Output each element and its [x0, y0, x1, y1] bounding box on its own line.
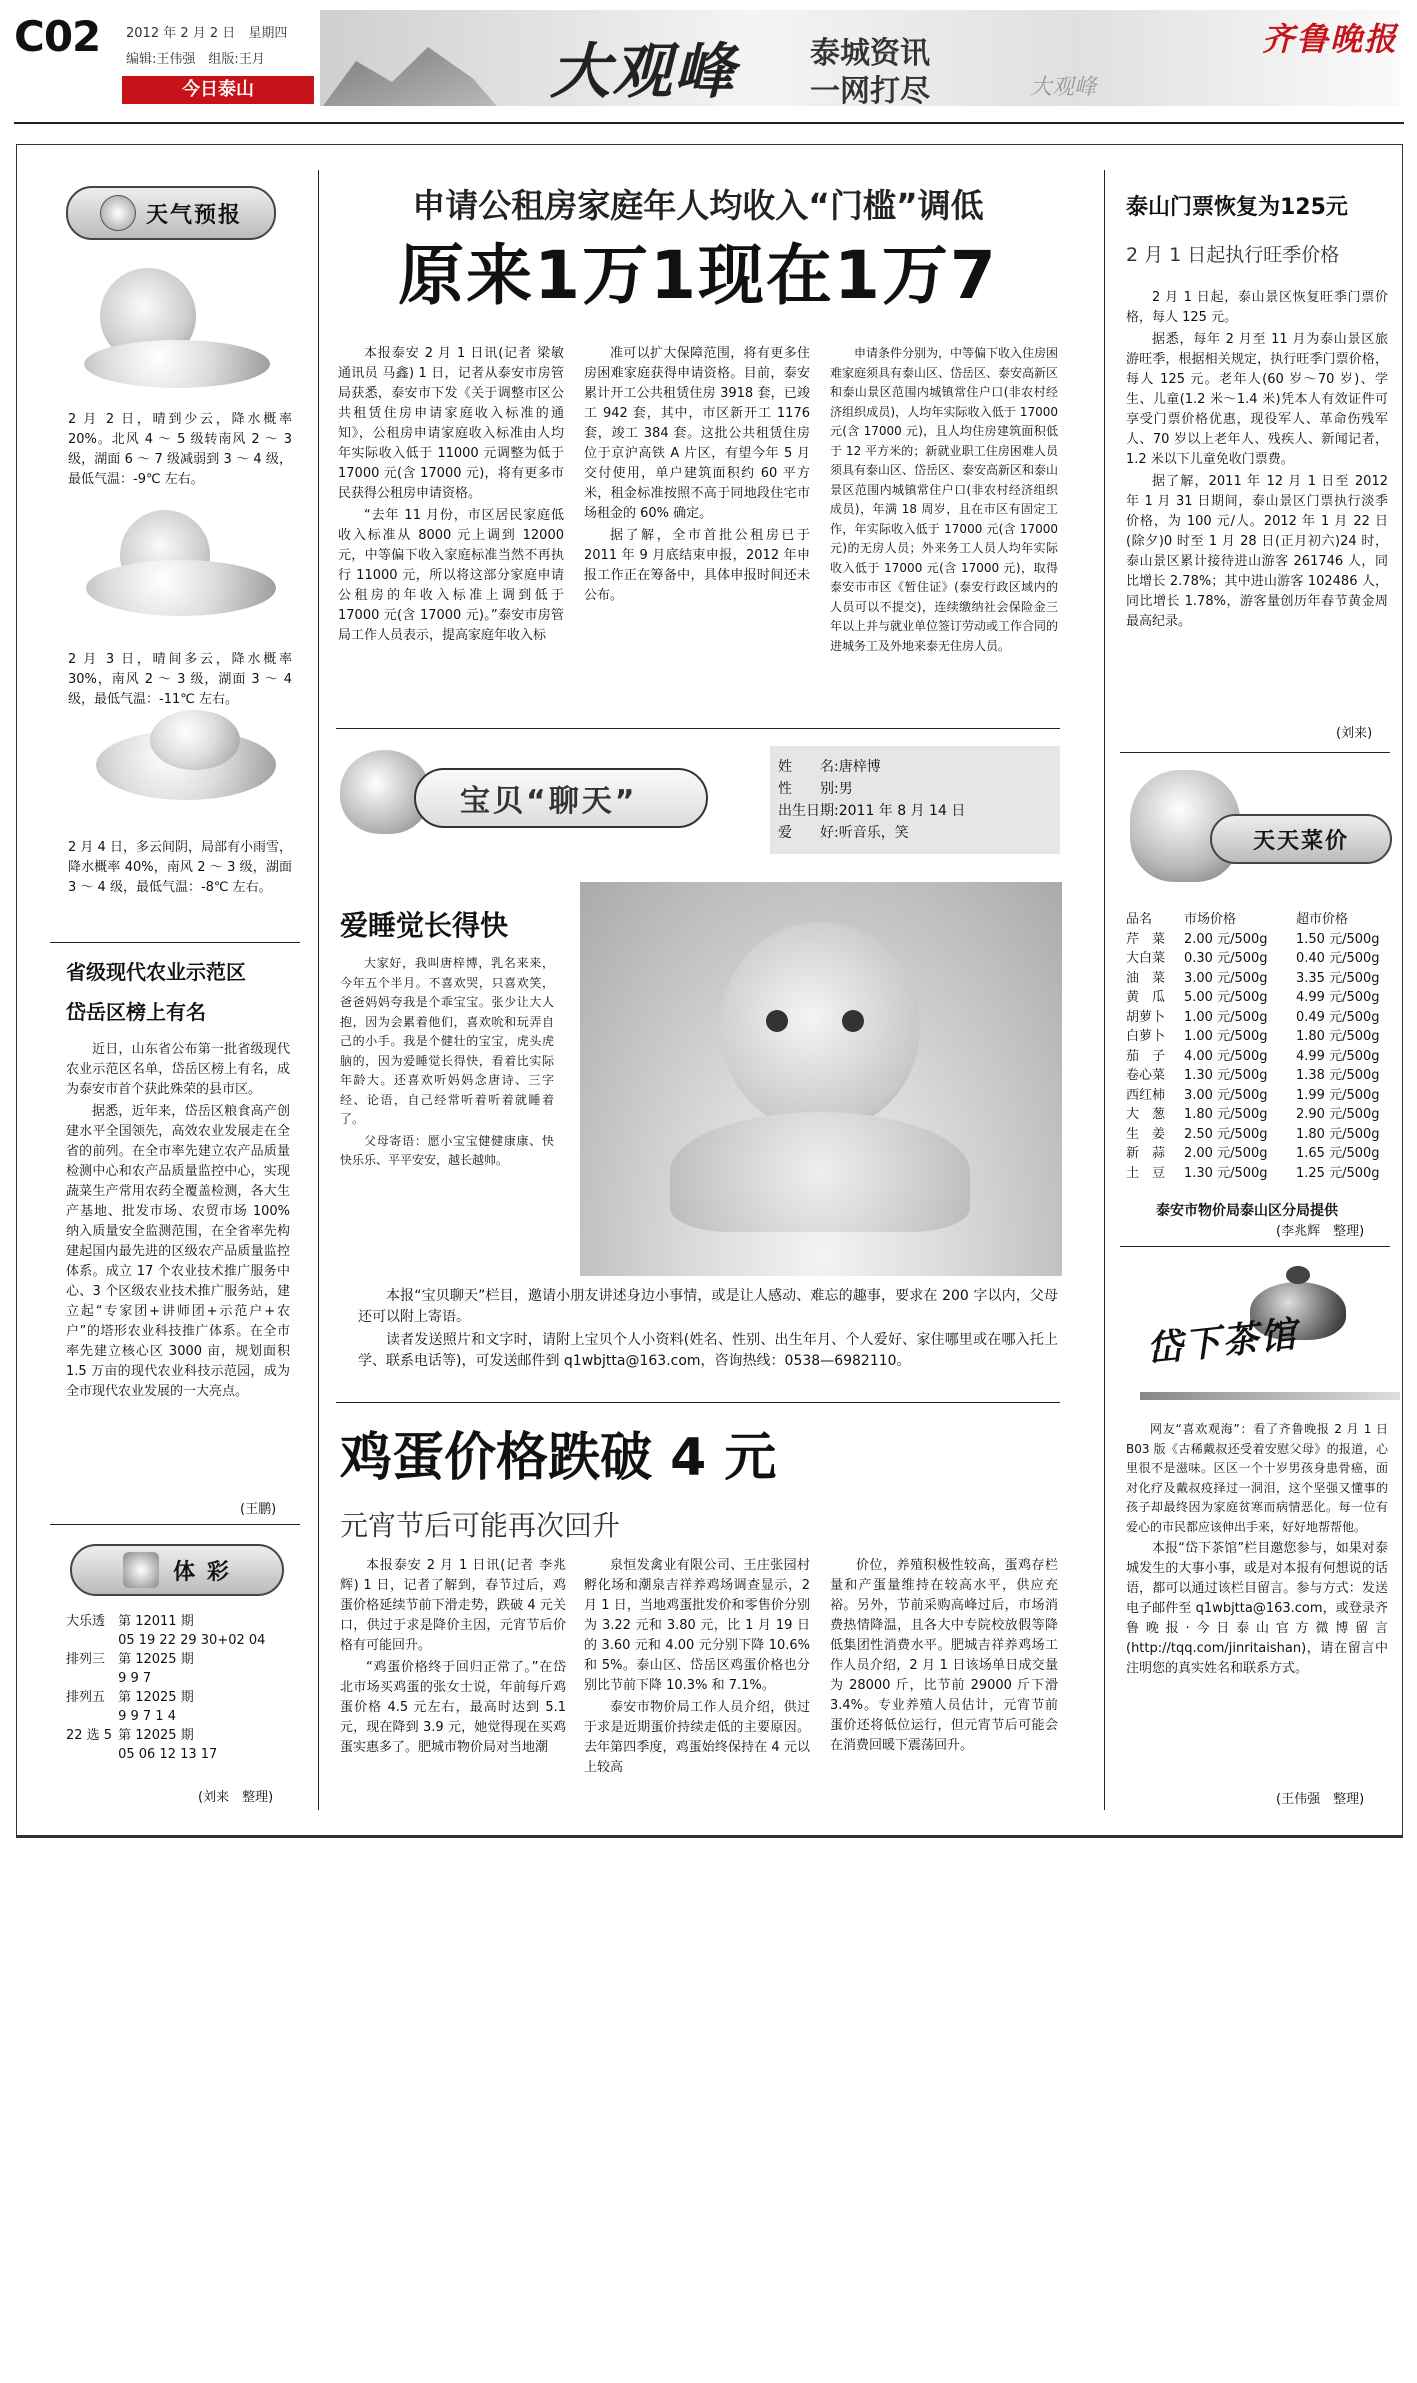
lottery-name: 排列五	[66, 1690, 106, 1705]
housing-col3	[830, 344, 1058, 658]
housing-paragraph: 本报泰安 2 月 1 日讯(记者 梁敏 通讯员 马鑫) 1 日，记者从泰安市房管局获悉，泰安市下发《关于调整市区公共租赁住房申请家庭收入标准的通知》，公租房申请家庭收入标准由人均年实际收入低于 11000 元调整为低于 17000 元(含 17000 元)，将有更多市民获得公租房申请资格。	[338, 346, 564, 501]
baby-story-paragraph: 父母寄语：愿小宝宝健健康康、快快乐乐、平平安安，越长越帅。	[340, 1133, 554, 1167]
layout-text: 组版:王月	[208, 52, 265, 67]
veg-header: 市场价格	[1184, 912, 1237, 927]
veg-table	[1126, 910, 1384, 1183]
veg-market-price: 0.30 元/500g	[1184, 951, 1268, 966]
left-column-rule	[318, 170, 319, 1810]
tea-body	[1126, 1420, 1388, 1681]
lottery-issue: 第 12025 期	[118, 1652, 194, 1667]
eggs-paragraph: “鸡蛋价格终于回归正常了。”在岱北市场买鸡蛋的张女士说，年前每斤鸡蛋价格 4.5 元左右，最高时达到 5.1 元，现在降到 3.9 元，她觉得现在买鸡蛋实惠多了。肥城市物价局对当地潮	[340, 1660, 566, 1755]
housing-divider	[336, 728, 1060, 729]
taishan-subhead: 2 月 1 日起执行旺季价格	[1126, 244, 1340, 266]
veg-supermarket-price: 3.35 元/500g	[1296, 970, 1380, 986]
baby-info-row: 姓 名:唐梓博	[778, 759, 881, 775]
housing-headline: 原来1万1现在1万7	[398, 237, 998, 314]
veg-market-price: 3.00 元/500g	[1184, 970, 1268, 986]
veg-market-price: 5.00 元/500g	[1184, 990, 1268, 1005]
baby-story	[340, 954, 554, 1173]
baby-title: 爱睡觉长得快	[340, 909, 509, 942]
baby-info-row: 出生日期:2011 年 8 月 14 日	[778, 803, 966, 819]
sun-face-icon	[100, 195, 136, 231]
agri-paragraph: 近日，山东省公布第一批省级现代农业示范区名单，岱岳区榜上有名，成为泰安市首个获此殊荣的县市区。	[66, 1042, 290, 1097]
veg-name: 茄 子	[1126, 1048, 1166, 1064]
taishan-paragraph: 2 月 1 日起，泰山景区恢复旺季门票价格，每人 125 元。	[1126, 290, 1388, 325]
veg-row	[1126, 1027, 1384, 1047]
baby-eye	[842, 1010, 864, 1032]
agri-paragraph: 据悉，近年来，岱岳区粮食高产创建水平全国领先，高效农业发展走在全省的前列。在全市率先建立农产品质量检测中心和农产品质量监控中心，实现蔬菜生产常用农药全覆盖检测，各大生产基地、批发市场、农贸市场 100% 纳入质量安全监测范围，在全省率先构建起国内最先进的区级农产品质量监控体系。成立 17 个农业技术推广服务中心、3 个区级农业技术推广服务站，建立起“专家团+讲师团+示范户+农户”的塔形农业科技推广体系。在全市率先建立核心区 3000 亩，规划面积 1.5 万亩的现代农业科技示范园，成为全市现代农业发展的一大亮点。	[66, 1104, 290, 1399]
housing-paragraph: 据了解，全市首批公租房已于 2011 年 9 月底结束申报，2012 年申报工作正在筹备中，具体申报时间还未公布。	[584, 528, 810, 603]
veg-row	[1126, 949, 1384, 969]
weather-day3: 2 月 4 日，多云间阴，局部有小雨雪，降水概率 40%，南风 2 ～ 3 级，湖面 3 ～ 4 级，最低气温：-8℃ 左右。	[68, 840, 292, 895]
section-tab: 今日泰山	[122, 76, 314, 104]
veg-name: 芹 菜	[1126, 931, 1166, 947]
baby-story-paragraph: 大家好，我叫唐梓博，乳名来来，今年五个半月。不喜欢哭，只喜欢笑，爸爸妈妈夸我是个乖宝宝。张少让大人抱，因为会累着他们，喜欢吮和玩弄自己的小手。我是个健壮的宝宝，虎头虎脑的，因为爱睡觉长得快，看着比实际年龄大。还喜欢听妈妈念唐诗、三字经、论语，自己经常听着听着就睡着了。	[340, 956, 554, 1126]
agri-title1: 省级现代农业示范区	[66, 960, 246, 984]
veg-market-price: 1.00 元/500g	[1184, 1029, 1268, 1044]
veg-supermarket-price: 0.49 元/500g	[1296, 1009, 1380, 1025]
veg-name: 白萝卜	[1126, 1029, 1166, 1044]
eggs-paragraph: 泉恒发禽业有限公司、王庄张园村孵化场和潮泉吉祥养鸡场调查显示，2 月 1 日，当地鸡蛋批发价和零售价分别为 3.22 元和 3.80 元，比 1 月 19 日的 3.60 元和 4.00 元分别下降 10.6% 和 5%。泰山区、岱岳区鸡蛋价格也分别比节前下降 10.3% 和 7.1%。	[584, 1558, 810, 1693]
veg-name: 油 菜	[1126, 970, 1166, 986]
lottery-issue: 第 12025 期	[118, 1728, 194, 1743]
baby-photo	[580, 882, 1062, 1276]
eggs-headline: 鸡蛋价格跌破 4 元	[340, 1428, 777, 1488]
veg-supermarket-price: 1.80 元/500g	[1296, 1126, 1380, 1142]
baby-banner	[340, 746, 710, 836]
baby-head	[720, 922, 920, 1132]
lottery-row	[66, 1688, 271, 1707]
veg-byline: (李兆辉 整理)	[1276, 1224, 1365, 1239]
weather-divider	[50, 942, 300, 943]
veg-row	[1126, 1125, 1384, 1145]
tea-title: 岱下茶馆	[1144, 1313, 1301, 1371]
baby-divider	[336, 1402, 1060, 1403]
veg-market-price: 1.30 元/500g	[1184, 1165, 1268, 1181]
taishan-paragraph: 据了解，2011 年 12 月 1 日至 2012 年 1 月 31 日期间，泰山景区门票执行淡季价格，为 100 元/人。2012 年 1 月 22 日(除夕)0 时至 1 月 28 日(正月初六)24 时，泰山景区累计接待进山游客 261746 人，同比增长 2.78%；其中进山游客 102486 人，同比增长 1.78%，游客量创历年春节黄金周最高纪录。	[1126, 474, 1388, 629]
lottery-row	[66, 1612, 271, 1631]
header-banner	[320, 10, 1400, 106]
baby-info-key: 姓 名	[778, 759, 834, 775]
baby-notice	[358, 1286, 1058, 1374]
veg-name: 胡萝卜	[1126, 1009, 1166, 1025]
tea-paragraph: 网友“喜欢观海”：看了齐鲁晚报 2 月 1 日 B03 版《古稀戴叔还受着安慰父母》的报道，心里很不是滋味。区区一个十岁男孩身患骨癌，面对化疗及戴叔疫择过一洞泪，这个坚强又懂事的孩子却最终因为家庭贫寒而病情恶化。每一位有爱心的市民都应该伸出手来，好好地帮帮他。	[1126, 1422, 1388, 1534]
right-column-rule	[1104, 170, 1105, 1810]
weather-badge	[66, 186, 276, 240]
banner-sub1: 泰城资讯	[810, 36, 930, 71]
eggs-paragraph: 本报泰安 2 月 1 日讯(记者 李兆辉) 1 日，记者了解到，春节过后，鸡蛋价格延续节前下滑走势，跌破 4 元关口，供过于求是降价主因，元宵节后价格有可能回升。	[340, 1558, 566, 1653]
baby-info-row: 爱 好:听音乐，笑	[778, 825, 909, 841]
veg-market-price: 4.00 元/500g	[1184, 1048, 1268, 1064]
agri-divider	[50, 1524, 300, 1525]
eggs-col3	[830, 1556, 1058, 1758]
weather-day2: 2 月 3 日，晴间多云，降水概率 30%，南风 2 ～ 3 级，湖面 3 ～ 4 级，最低气温：-11℃ 左右。	[68, 652, 292, 707]
baby-eye	[766, 1010, 788, 1032]
veg-supermarket-price: 1.65 元/500g	[1296, 1146, 1380, 1161]
lottery-row	[66, 1669, 271, 1688]
page-number: C02	[14, 12, 101, 61]
baby-info-value: 唐梓博	[838, 759, 881, 775]
veg-supermarket-price: 1.80 元/500g	[1296, 1029, 1380, 1044]
lottery-row	[66, 1726, 271, 1745]
header-editors	[126, 48, 265, 67]
baby-info-key: 爱 好	[778, 825, 834, 841]
baby-notice-2: 读者发送照片和文字时，请附上宝贝个人小资料(姓名、性别、出生年月、个人爱好、家住哪里或在哪入托上学、联系电话等)，可发送邮件到 q1wbjtta@163.com，咨询热线：0538—6982110。	[358, 1332, 1058, 1369]
taishan-headline: 泰山门票恢复为125元	[1126, 195, 1348, 220]
banner-small: 大观峰	[1030, 75, 1097, 100]
eggs-col2	[584, 1556, 810, 1780]
veg-row	[1126, 1105, 1384, 1125]
housing-kicker: 申请公租房家庭年人均收入“门槛”调低	[412, 186, 984, 225]
veg-name: 生 姜	[1126, 1126, 1166, 1142]
lottery-nums: 05 06 12 13 17	[118, 1747, 218, 1762]
lottery-icon	[123, 1552, 159, 1588]
weather-day1: 2 月 2 日，晴到少云，降水概率 20%。北风 4 ～ 5 级转南风 2 ～ 3 级，湖面 6 ～ 7 级减弱到 3 ～ 4 级，最低气温：-9℃ 左右。	[68, 412, 292, 487]
veg-source: 泰安市物价局泰山区分局提供	[1156, 1203, 1338, 1219]
housing-paragraph: “去年 11 月份，市区居民家庭低收入标准从 8000 元上调到 12000 元，中等偏下收入家庭标准当然不再执行 11000 元，所以将这部分家庭申请公租房的年收入标准上调到低于 17000 元(含 17000 元)。”泰安市房管局工作人员表示，提高家庭年收入标	[338, 508, 564, 643]
mountain-illustration	[320, 40, 500, 106]
veg-title: 天天菜价	[1252, 828, 1349, 854]
header-divider	[14, 122, 1404, 124]
taishan-byline: (刘来)	[1336, 726, 1373, 741]
veg-row	[1126, 930, 1384, 950]
baby-info-key: 出生日期	[778, 803, 834, 819]
veg-badge	[1210, 814, 1392, 864]
weekday-text: 星期四	[248, 26, 288, 41]
baby-info-value: 男	[838, 781, 853, 797]
veg-row	[1126, 1008, 1384, 1028]
veg-market-price: 1.30 元/500g	[1184, 1068, 1268, 1083]
veg-row	[1126, 1047, 1384, 1067]
baby-info-card	[770, 746, 1060, 854]
veg-supermarket-price: 1.38 元/500g	[1296, 1068, 1380, 1083]
veg-supermarket-price: 4.99 元/500g	[1296, 1048, 1380, 1064]
veg-market-price: 2.50 元/500g	[1184, 1126, 1268, 1142]
veg-row	[1126, 1066, 1384, 1086]
eggs-paragraph: 泰安市物价局工作人员介绍，供过于求是近期蛋价持续走低的主要原因。去年第四季度，鸡蛋始终保持在 4 元以上较高	[584, 1700, 810, 1775]
housing-paragraph: 申请条件分别为，中等偏下收入住房困难家庭须具有泰山区、岱岳区、泰安高新区和泰山景区范围内城镇常住户口(非农村经济组织成员)，人均年实际收入低于 17000 元(含 17000 元)，且人均住房建筑面积低于 12 平方米的；新就业职工住房困难人员须具有泰山区、岱岳区、泰安高新区和泰山景区范围内城镇常住户口(非农村经济组织成员)，年满 18 周岁，且在市区有固定工作，年实际收入低于 17000 元(含 17000 元)的无房人员；外来务工人员人均年实际收入低于 17000 元(含 17000 元)，取得泰安市市区《暂住证》(泰安行政区域内的人员可以不提交)，连续缴纳社会保险金三年以上并与就业单位签订劳动或工作合同的进城务工及外地来泰无住房人员。	[830, 346, 1059, 653]
baby-info-key: 性 别	[778, 781, 834, 797]
baby-info-row: 性 别:男	[778, 781, 853, 797]
baby-info-value: 2011 年 8 月 14 日	[838, 803, 966, 819]
baby-body	[670, 1112, 970, 1232]
agri-title2: 岱岳区榜上有名	[66, 1000, 206, 1024]
veg-name: 大白菜	[1126, 951, 1166, 966]
brand-logo: 齐鲁晚报	[1262, 20, 1399, 58]
lottery-row	[66, 1631, 271, 1650]
lottery-table	[66, 1612, 271, 1764]
housing-col1	[338, 344, 564, 648]
veg-name: 大 葱	[1126, 1107, 1166, 1122]
veg-name: 土 豆	[1126, 1165, 1166, 1181]
banner-sub2: 一网打尽	[810, 74, 930, 106]
veg-supermarket-price: 1.99 元/500g	[1296, 1087, 1380, 1103]
eggs-subhead: 元宵节后可能再次回升	[340, 1509, 621, 1542]
taishan-paragraph: 据悉，每年 2 月至 11 月为泰山景区旅游旺季，根据相关规定，执行旺季门票价格，每人 125 元。老年人(60 岁～70 岁)、学生、儿童(1.2 米～1.4 米)凭本人有效证件可享受门票价格优惠，现役军人、革命伤残军人、70 岁以上老年人、残疾人、新闻记者，1.2 米以下儿童免收门票费。	[1126, 332, 1388, 467]
lottery-byline: (刘来 整理)	[198, 1790, 274, 1805]
lottery-name: 大乐透	[66, 1614, 106, 1629]
date-text: 2012 年 2 月 2 日	[126, 26, 236, 41]
lottery-title: 体 彩	[173, 1559, 231, 1585]
veg-supermarket-price: 1.25 元/500g	[1296, 1165, 1380, 1181]
taishan-body	[1126, 288, 1388, 634]
veg-supermarket-price: 1.50 元/500g	[1296, 931, 1380, 947]
veg-row	[1126, 1164, 1384, 1184]
veg-market-price: 2.00 元/500g	[1184, 931, 1268, 947]
veg-header-row	[1126, 910, 1384, 930]
veg-supermarket-price: 0.40 元/500g	[1296, 951, 1380, 966]
veg-supermarket-price: 2.90 元/500g	[1296, 1107, 1380, 1122]
lottery-nums: 05 19 22 29 30+02 04	[118, 1633, 266, 1648]
veg-row	[1126, 969, 1384, 989]
veg-header: 品名	[1126, 912, 1153, 927]
lottery-row	[66, 1650, 271, 1669]
eggs-col1	[340, 1556, 566, 1760]
tea-byline: (王伟强 整理)	[1276, 1792, 1365, 1807]
banner-title: 大观峰	[550, 37, 736, 106]
lottery-issue: 第 12011 期	[118, 1614, 194, 1629]
agri-byline: (王鹏)	[240, 1502, 277, 1517]
baby-banner-text: 宝贝“聊天”	[460, 784, 638, 819]
veg-row	[1126, 1086, 1384, 1106]
veg-name: 黄 瓜	[1126, 990, 1166, 1005]
veg-market-price: 1.00 元/500g	[1184, 1009, 1268, 1025]
lottery-nums: 9 9 7 1 4	[118, 1709, 176, 1724]
lottery-issue: 第 12025 期	[118, 1690, 194, 1705]
veg-market-price: 3.00 元/500g	[1184, 1087, 1268, 1103]
baby-notice-1: 本报“宝贝聊天”栏目，邀请小朋友讲述身边小事情，或是让人感动、难忘的趣事，要求在 200 字以内，父母还可以附上寄语。	[358, 1288, 1058, 1325]
lottery-nums: 9 9 7	[118, 1671, 152, 1686]
veg-supermarket-price: 4.99 元/500g	[1296, 990, 1380, 1005]
lottery-name: 22 选 5	[66, 1728, 113, 1743]
lottery-name: 排列三	[66, 1652, 106, 1667]
veg-name: 卷心菜	[1126, 1068, 1166, 1083]
veg-divider	[1120, 1246, 1390, 1247]
editor-text: 编辑:王伟强	[126, 52, 196, 67]
tea-paragraph: 本报“岱下茶馆”栏目邀您参与，如果对泰城发生的大事小事，或是对本报有何想说的话语，都可以通过该栏目留言。参与方式：发送电子邮件至 q1wbjtta@163.com，或登录齐鲁晚报·今日泰山官方微博留言(http://tqq.com/jinritaishan)，请在留言中注明您的真实姓名和联系方式。	[1126, 1541, 1388, 1676]
veg-name: 西红柿	[1126, 1087, 1166, 1103]
veg-row	[1126, 988, 1384, 1008]
tea-underline	[1140, 1392, 1400, 1400]
veg-row	[1126, 1144, 1384, 1164]
housing-paragraph: 准可以扩大保障范围，将有更多住房困难家庭获得申请资格。目前，泰安累计开工公共租赁住房 3918 套，已竣工 942 套，其中，市区新开工 1176 套，竣工 384 套。这批公共租赁住房位于京沪高铁 A 片区，有望今年 5 月交付使用，单户建筑面积约 60 平方米，租金标准按照不高于同地段住宅市场租金的 60% 确定。	[584, 346, 810, 521]
lottery-badge	[70, 1544, 284, 1596]
veg-market-price: 1.80 元/500g	[1184, 1107, 1268, 1122]
eggs-paragraph: 价位，养殖积极性较高，蛋鸡存栏量和产蛋量维持在较高水平，供应充裕。另外，节前采购高峰过后，市场消费热情降温，且各大中专院校放假等降低集团性消费水平。肥城吉祥养鸡场工作人员介绍，2 月 1 日该场单日成交量为 28000 斤，比节前 29000 斤下滑 3.4%。专业养殖人员估计，元宵节前蛋价还将低位运行，但元宵节后可能会在消费回暖下震荡回升。	[830, 1558, 1058, 1753]
housing-col2	[584, 344, 810, 608]
weather-title: 天气预报	[145, 202, 242, 228]
lottery-row	[66, 1745, 271, 1764]
veg-market-price: 2.00 元/500g	[1184, 1146, 1268, 1161]
taishan-divider	[1120, 752, 1390, 753]
veg-name: 新 蒜	[1126, 1146, 1166, 1161]
agri-body	[66, 1040, 290, 1404]
header-date	[126, 22, 287, 41]
veg-header: 超市价格	[1296, 912, 1349, 927]
baby-info-value: 听音乐，笑	[838, 825, 909, 841]
lottery-row	[66, 1707, 271, 1726]
